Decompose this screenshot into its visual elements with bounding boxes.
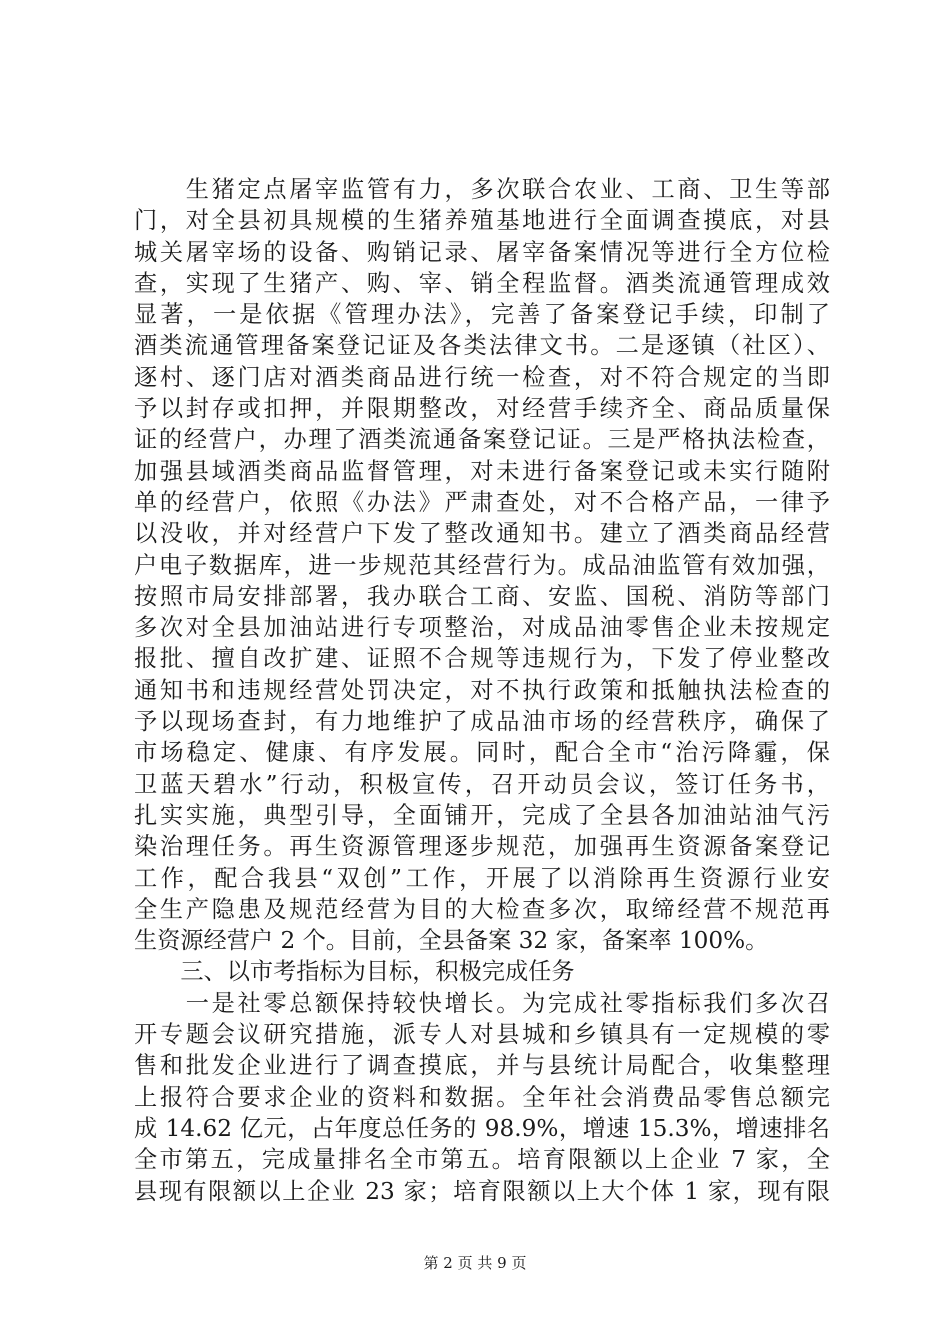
text-line: 多次对全县加油站进行专项整治，对成品油零售企业未按规定 <box>134 614 830 642</box>
text-line: 全生产隐患及规范经营为目的大检查多次，取缔经营不规范再 <box>134 895 830 923</box>
text-line: 市场稳定、健康、有序发展。同时，配合全市“治污降霾，保 <box>134 739 830 767</box>
text-line: 门，对全县初具规模的生猪养殖基地进行全面调查摸底，对县 <box>134 207 830 235</box>
text-line: 通知书和违规经营处罚决定，对不执行政策和抵触执法检查的 <box>134 676 830 704</box>
text-line: 售和批发企业进行了调查摸底，并与县统计局配合，收集整理 <box>134 1052 830 1080</box>
page-footer: 第 2 页 共 9 页 <box>423 1254 527 1272</box>
text-line: 逐村、逐门店对酒类商品进行统一检查，对不符合规定的当即 <box>134 363 830 391</box>
text-line: 城关屠宰场的设备、购销记录、屠宰备案情况等进行全方位检 <box>134 238 830 266</box>
text-line: 予以现场查封，有力地维护了成品油市场的经营秩序，确保了 <box>134 708 830 736</box>
text-line: 染治理任务。再生资源管理逐步规范，加强再生资源备案登记 <box>134 833 830 861</box>
text-line: 卫蓝天碧水”行动，积极宣传，召开动员会议，签订任务书， <box>134 770 830 798</box>
text-line: 工作，配合我县“双创”工作，开展了以消除再生资源行业安 <box>134 864 830 892</box>
text-line: 生猪定点屠宰监管有力，多次联合农业、工商、卫生等部 <box>134 176 830 203</box>
text-line: 显著，一是依据《管理办法》，完善了备案登记手续，印制了 <box>134 301 830 329</box>
text-line: 县现有限额以上企业 23 家；培育限额以上大个体 1 家，现有限 <box>134 1177 830 1205</box>
text-line: 查，实现了生猪产、购、宰、销全程监督。酒类流通管理成效 <box>134 269 830 297</box>
text-line: 全市第五，完成量排名全市第五。培育限额以上企业 7 家，全 <box>134 1146 830 1174</box>
text-line: 予以封存或扣押，并限期整改，对经营手续齐全、商品质量保 <box>134 395 830 423</box>
text-line: 酒类流通管理备案登记证及各类法律文书。二是逐镇（社区）、 <box>134 332 830 360</box>
text-line: 上报符合要求企业的资料和数据。全年社会消费品零售总额完 <box>134 1083 830 1111</box>
text-line: 一是社零总额保持较快增长。为完成社零指标我们多次召 <box>134 989 830 1017</box>
text-line: 开专题会议研究措施，派专人对县城和乡镇具有一定规模的零 <box>134 1021 830 1049</box>
text-line: 以没收，并对经营户下发了整改通知书。建立了酒类商品经营 <box>134 520 830 548</box>
text-line: 按照市局安排部署，我办联合工商、安监、国税、消防等部门 <box>134 582 830 610</box>
text-line: 加强县域酒类商品监督管理，对未进行备案登记或未实行随附 <box>134 457 830 485</box>
text-line: 单的经营户，依照《办法》严肃查处，对不合格产品，一律予 <box>134 488 830 516</box>
text-line: 扎实实施，典型引导，全面铺开，完成了全县各加油站油气污 <box>134 801 830 829</box>
text-line: 三、以市考指标为目标，积极完成任务 <box>134 958 575 986</box>
text-line: 证的经营户，办理了酒类流通备案登记证。三是严格执法检查， <box>134 426 830 454</box>
text-line: 成 14.62 亿元，占年度总任务的 98.9%，增速 15.3%，增速排名 <box>134 1114 830 1142</box>
text-line: 报批、擅自改扩建、证照不合规等违规行为，下发了停业整改 <box>134 645 830 673</box>
text-line: 户电子数据库，进一步规范其经营行为。成品油监管有效加强， <box>134 551 830 579</box>
text-line: 生资源经营户 2 个。目前，全县备案 32 家，备案率 100%。 <box>134 927 769 955</box>
body-text <box>134 174 830 1207</box>
